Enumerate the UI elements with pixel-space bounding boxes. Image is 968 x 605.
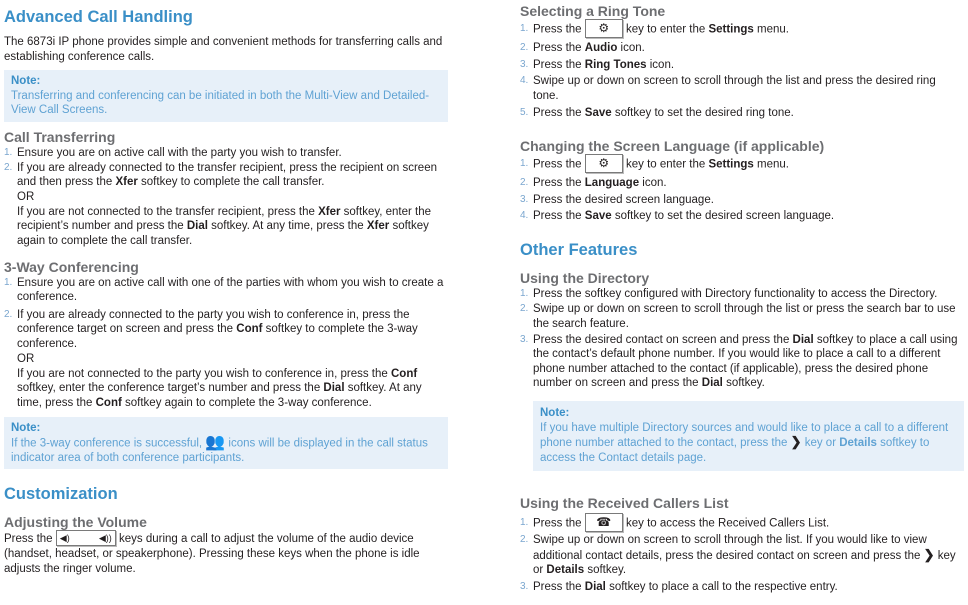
text-run: Press the	[4, 533, 56, 546]
or-text: OR	[17, 352, 35, 365]
chevron-right-icon: ❯	[790, 434, 802, 450]
text-run: If you are already connected to the party you wish to conference in, press the conference target on screen and press the	[17, 308, 410, 336]
note-box	[4, 70, 448, 122]
text-run: 1.	[520, 157, 529, 169]
text-run: 5.	[520, 107, 529, 119]
conference-icon: 👥	[205, 433, 226, 451]
conferencing-heading: 3-Way Conferencing	[4, 258, 139, 275]
note-box	[4, 417, 448, 469]
list-item	[4, 276, 448, 305]
text-run: key to access the Received Callers List.	[622, 517, 830, 530]
text-run: 1.	[4, 276, 13, 288]
bold-term: Dial	[186, 220, 208, 233]
text-run: softkey to set the desired ring tone.	[611, 107, 794, 120]
list-item	[520, 106, 964, 121]
directory-heading: Using the Directory	[520, 269, 650, 286]
list-item	[520, 20, 964, 39]
note-label: Note:	[11, 422, 41, 435]
text-run: Press the	[533, 581, 585, 594]
text-run: softkey, enter the conference target’s number and press the	[17, 382, 324, 395]
list-item	[520, 74, 964, 103]
bold-term: Xfer	[318, 205, 341, 218]
text-run: 1.	[520, 287, 529, 299]
call-transferring-heading: Call Transferring	[4, 128, 116, 145]
list-item: 2. If you are already connected to the transfer recipient, press the recipient on screen and then press the Xfer softkey to complete the call transfer.	[4, 161, 437, 189]
text-run: Press the	[533, 517, 585, 530]
text-run: keys during a call to adjust the volume of the audio device (handset, headset, or speakerphone). Pressing these keys when the phone is idle adjusts the ringer volume.	[4, 533, 420, 575]
text-run: 1.	[520, 23, 529, 34]
bold-term: Xfer	[115, 176, 138, 189]
bold-term: Save	[584, 210, 612, 223]
text-run: softkey.	[584, 564, 627, 577]
text-run: Press the	[533, 23, 585, 36]
note-text: Transferring and conferencing can be initiated in both the Multi-View and Detailed-View Call Screens.	[11, 89, 430, 117]
conference-steps	[4, 276, 448, 352]
advanced-call-handling-heading: Advanced Call Handling	[4, 8, 193, 26]
text-run: If you have multiple Directory sources and would like to place a call to a different phone number attached to the contact, press the	[540, 421, 949, 450]
screen-language-heading: Changing the Screen Language (if applicable)	[520, 137, 825, 154]
text-run: 3.	[520, 193, 529, 205]
text-run: menu.	[753, 23, 789, 36]
text-run: Press the	[533, 42, 585, 54]
text-run: 2.	[4, 308, 13, 320]
phone-icon: ☎	[596, 515, 612, 530]
text-run: softkey to place a call to the respective entry.	[605, 581, 838, 594]
settings-key	[585, 19, 623, 38]
text-run: softkey, enter the recipient’s number and press the	[17, 205, 432, 233]
text-run: Press the	[533, 158, 585, 171]
list-item	[520, 287, 964, 302]
other-features-heading: Other Features	[520, 240, 638, 259]
text-run: 2.	[520, 303, 529, 315]
chevron-right-icon: ❯	[923, 546, 935, 562]
text-run: menu.	[753, 158, 789, 171]
text-run: icons will be displayed in the call status indicator area of both conference participants.	[11, 437, 428, 464]
text-run: 4.	[520, 210, 529, 222]
received-callers-heading: Using the Received Callers List	[520, 495, 729, 512]
list-item	[520, 41, 964, 56]
text-run: icon.	[617, 42, 645, 54]
directory-steps	[520, 287, 964, 391]
text-run: icon.	[646, 58, 675, 71]
text-run: softkey.	[722, 377, 765, 390]
settings-key	[585, 154, 623, 173]
text-run: key or	[801, 437, 840, 450]
bold-term: Settings	[708, 158, 754, 171]
text-run: 3.	[520, 333, 529, 345]
bold-term: Settings	[708, 23, 754, 36]
text-run: softkey again to complete the call transfer.	[17, 220, 429, 247]
ring-tone-steps	[520, 20, 964, 121]
text-run: Press the	[533, 176, 585, 189]
text-run: If the 3-way conference is successful,	[11, 437, 206, 450]
left-column	[4, 0, 448, 577]
list-item	[520, 514, 964, 533]
text-run: 4.	[520, 75, 529, 87]
text-run: 1.	[520, 517, 529, 529]
note-text	[540, 421, 957, 466]
settings-icon: ⚙	[598, 21, 610, 35]
text-run: softkey to complete the 3-way conference.	[17, 323, 418, 350]
list-item	[520, 333, 964, 391]
bold-term: Dial	[323, 382, 345, 395]
bold-term: Details	[546, 564, 585, 577]
conference-alternative	[4, 367, 448, 411]
bold-term: Language	[584, 176, 640, 189]
text-run: 3.	[520, 58, 529, 70]
list-item	[520, 533, 964, 578]
bold-term: Audio	[584, 42, 618, 54]
text-run: softkey to complete the call transfer.	[137, 176, 325, 189]
list-item	[520, 302, 964, 331]
text-run: softkey. At any time, press the	[207, 220, 367, 233]
text-run: softkey again to complete the 3-way conference.	[121, 396, 372, 409]
bold-term: Dial	[792, 333, 814, 346]
text-run: key to enter the	[622, 158, 709, 171]
bold-term: Conf	[95, 396, 122, 409]
note-label: Note:	[11, 75, 41, 88]
text-run: If you are already connected to the transfer recipient, press the recipient on screen and then press the	[17, 161, 437, 189]
list-item	[520, 209, 964, 224]
bold-term: Save	[584, 107, 612, 120]
text-run: Press the	[533, 58, 585, 71]
bold-term: Dial	[584, 581, 606, 594]
text-run: If you are not connected to the party you wish to conference in, press the	[17, 367, 391, 380]
list-item	[520, 155, 964, 174]
volume-down-icon: ◀)	[59, 533, 70, 544]
note-label: Note:	[540, 406, 570, 419]
text-run: icon.	[639, 176, 667, 189]
adjusting-volume-heading: Adjusting the Volume	[4, 514, 147, 531]
language-steps	[520, 155, 964, 224]
customization-heading: Customization	[4, 485, 118, 504]
list-item	[4, 308, 448, 352]
text-run: If you are not connected to the transfer recipient, press the	[17, 205, 319, 218]
transfer-alternative	[4, 205, 448, 249]
text-run: softkey to place a call using the contact’s default phone number. If you would like to place a call to a different phone number attached to the contact (if applicable), press the desired phone number on screen and press the	[533, 333, 958, 390]
text-run: key to enter the	[622, 23, 709, 36]
bold-term: Details	[839, 437, 877, 450]
text-run: 2.	[520, 534, 529, 546]
text-run: Press the desired screen language.	[533, 193, 714, 206]
text-run: Press the	[533, 107, 585, 120]
list-item	[520, 176, 964, 191]
right-column	[520, 0, 964, 595]
bold-term: Xfer	[366, 220, 390, 233]
text-run: Swipe up or down on screen to scroll through the list and press the desired ring tone.	[533, 75, 936, 102]
bold-term: Ring Tones	[584, 58, 647, 71]
text-run: 3.	[520, 581, 529, 593]
or-text: OR	[17, 190, 35, 203]
text-run: Press the softkey configured with Directory functionality to access the Directory.	[533, 287, 938, 300]
text-run: Press the desired contact on screen and press the	[533, 333, 793, 346]
text-run: Swipe up or down on screen to scroll through the list or press the search bar to use the search feature.	[533, 303, 956, 330]
bold-term: Dial	[701, 377, 723, 390]
transfer-steps	[4, 146, 448, 190]
text-run: softkey to set the desired screen language.	[611, 210, 835, 223]
text-run: softkey. At any time, press the	[17, 382, 422, 409]
volume-paragraph	[4, 531, 448, 576]
intro-paragraph: The 6873i IP phone provides simple and convenient methods for transferring calls and establishing conference calls.	[4, 36, 443, 63]
note-text	[11, 433, 441, 466]
ring-tone-heading: Selecting a Ring Tone	[520, 3, 666, 19]
text-run: Press the	[533, 210, 585, 223]
text-run: Ensure you are on active call with one of the parties with whom you wish to create a conference.	[17, 276, 444, 304]
received-callers-steps	[520, 514, 964, 594]
note-box	[533, 401, 964, 471]
bold-term: Conf	[236, 323, 263, 336]
text-run: 2.	[520, 176, 529, 188]
callers-key	[585, 513, 623, 532]
list-item: 1. Ensure you are on active call with the party you wish to transfer.	[4, 146, 342, 159]
text-run: Swipe up or down on screen to scroll through the list. If you would like to view additional contact details, press the desired contact on screen and press the	[533, 534, 927, 562]
list-item	[520, 58, 964, 73]
volume-key	[56, 530, 116, 546]
bold-term: Conf	[390, 367, 418, 380]
settings-icon: ⚙	[598, 155, 610, 170]
text-run: key or	[533, 549, 956, 577]
list-item	[520, 580, 964, 595]
text-run: softkey to access the Contact details page.	[540, 437, 930, 464]
text-run: 2.	[520, 42, 529, 53]
list-item	[520, 193, 964, 208]
volume-up-icon: ◀))	[98, 533, 112, 544]
